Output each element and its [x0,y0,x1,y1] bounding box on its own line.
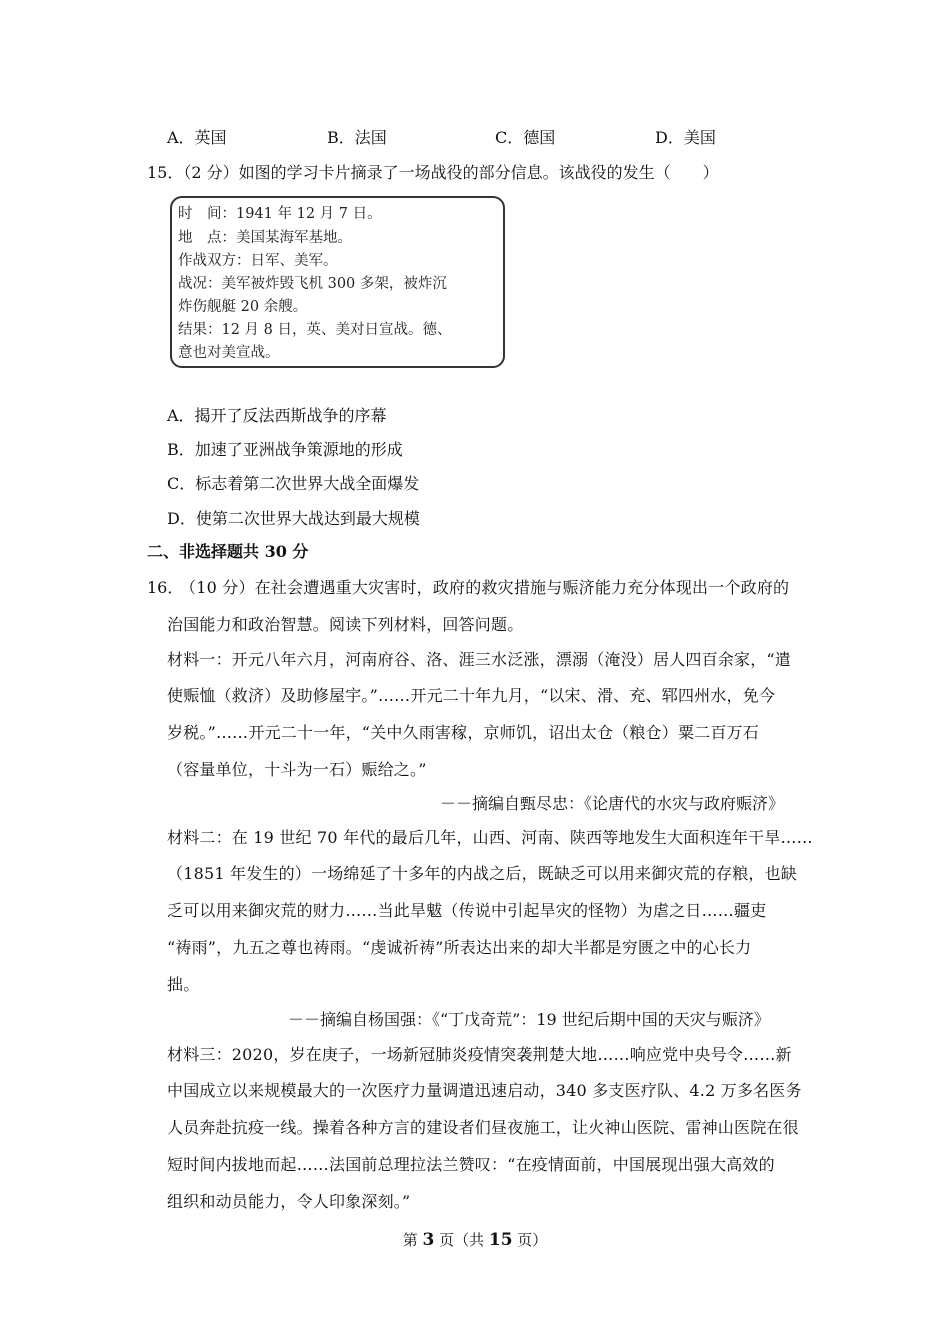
footer-middle: 页（共 [434,1231,489,1249]
q15-option-c: C．标志着第二次世界大战全面爆发 [167,474,420,493]
card-line: 作战双方：日军、美军。 [178,253,338,269]
q15-option-a: A．揭开了反法西斯战争的序幕 [167,406,387,425]
card-line: 地 点：美国某海军基地。 [178,230,352,246]
card-line: 时 间：1941 年 12 月 7 日。 [178,206,382,222]
material-1-line: 岁税。”……开元二十一年，“关中久雨害稼，京师饥，诏出太仓（粮仓）粟二百万石 [167,723,759,742]
study-card [170,196,505,368]
card-line: 结果：12 月 8 日，英、美对日宣战。德、 [178,322,452,338]
material-2-line: （1851 年发生的）一场绵延了十多年的内战之后，既缺乏可以用来御灾荒的存粮，也缺 [167,864,798,883]
material-3-line: 中国成立以来规模最大的一次医疗力量调遣迅速启动，340 多支医疗队、4.2 万多名医务 [167,1081,802,1100]
material-2-line: 材料二：在 19 世纪 70 年代的最后几年，山西、河南、陕西等地发生大面积连年干旱…… [167,828,813,847]
material-2-source: －－摘编自杨国强：《“丁戊奇荒”：19 世纪后期中国的天灾与赈济》 [288,1010,770,1029]
q14-option-d: D．美国 [655,128,716,147]
material-3-line: 材料三：2020，岁在庚子，一场新冠肺炎疫情突袭荆楚大地……响应党中央号令……新 [167,1045,792,1064]
material-1-line: （容量单位，十斗为一石）赈给之。” [167,760,427,779]
page-footer [0,1229,950,1250]
q16-number: 16． [147,578,184,597]
card-line: 炸伤舰艇 20 余艘。 [178,299,308,315]
material-3-line: 人员奔赴抗疫一线。操着各种方言的建设者们昼夜施工，让火神山医院、雷神山医院在很 [167,1118,799,1137]
material-2-line: “祷雨”，九五之尊也祷雨。“虔诚祈祷”所表达出来的却大半都是穷匮之中的心长力 [167,938,752,957]
q14-option-a: A．英国 [167,128,227,147]
material-3-line: 短时间内拔地而起……法国前总理拉法兰赞叹：“在疫情面前，中国展现出强大高效的 [167,1155,775,1174]
q15-option-b: B．加速了亚洲战争策源地的形成 [167,440,403,459]
q14-option-c: C．德国 [495,128,556,147]
material-3-line: 组织和动员能力，令人印象深刻。” [167,1192,411,1211]
current-page-number: 3 [422,1230,435,1250]
total-pages-number: 15 [488,1230,513,1250]
card-line: 战况：美军被炸毁飞机 300 多架，被炸沉 [178,276,447,292]
material-1-line: 使赈恤（救济）及助修屋宇。”……开元二十年九月，“以宋、滑、充、郓四州水，免今 [167,686,776,705]
material-1-line: 材料一：开元八年六月，河南府谷、洛、涯三水泛涨，漂溺（淹没）居人四百余家，“遣 [167,650,791,669]
material-2-line: 拙。 [167,975,200,994]
q16-line: 治国能力和政治智慧。阅读下列材料，回答问题。 [167,615,524,634]
q16-line: （10 分）在社会遭遇重大灾害时，政府的救灾措施与赈济能力充分体现出一个政府的 [180,578,790,597]
q15-stem: 15．（2 分）如图的学习卡片摘录了一场战役的部分信息。该战役的发生（ ） [147,163,719,182]
footer-suffix: 页） [512,1231,548,1249]
material-1-source: －－摘编自甄尽忠：《论唐代的水灾与政府赈济》 [440,794,785,813]
material-2-line: 乏可以用来御灾荒的财力……当此旱魃（传说中引起旱灾的怪物）为虐之日……疆吏 [167,901,767,920]
section-heading: 二、非选择题共 30 分 [147,542,309,561]
q15-option-d: D．使第二次世界大战达到最大规模 [167,509,420,528]
footer-prefix: 第 [402,1231,423,1249]
q14-option-b: B．法国 [327,128,387,147]
card-line: 意也对美宣战。 [178,345,280,361]
